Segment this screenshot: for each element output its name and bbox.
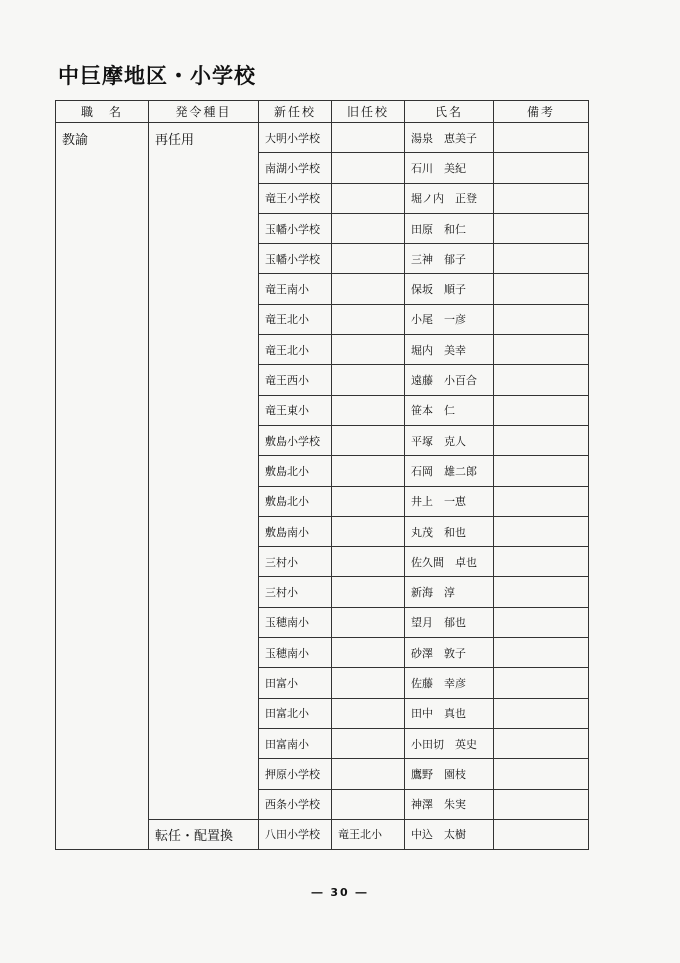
table-body	[56, 123, 589, 850]
name-cell: 堀内 美幸	[405, 335, 494, 365]
new-school-cell: 田富北小	[259, 698, 332, 728]
name-cell: 湯泉 恵美子	[405, 123, 494, 153]
name-cell: 小田切 英史	[405, 728, 494, 758]
old-school-cell	[332, 728, 405, 758]
name-cell: 笹本 仁	[405, 395, 494, 425]
new-school-cell: 押原小学校	[259, 759, 332, 789]
name-cell: 平塚 克人	[405, 425, 494, 455]
new-school-cell: 敷島南小	[259, 516, 332, 546]
note-cell	[494, 668, 589, 698]
note-cell	[494, 335, 589, 365]
new-school-cell: 田富小	[259, 668, 332, 698]
name-cell: 新海 淳	[405, 577, 494, 607]
new-school-cell: 田富南小	[259, 728, 332, 758]
header-name: 氏名	[405, 101, 494, 123]
old-school-cell	[332, 183, 405, 213]
old-school-cell	[332, 759, 405, 789]
personnel-table	[55, 100, 589, 850]
name-cell: 石岡 雄二郎	[405, 456, 494, 486]
name-cell: 中込 太樹	[405, 819, 494, 849]
note-cell	[494, 304, 589, 334]
new-school-cell: 竜王北小	[259, 304, 332, 334]
old-school-cell	[332, 304, 405, 334]
old-school-cell	[332, 607, 405, 637]
page-number: ― 30 ―	[311, 886, 369, 899]
header-row	[56, 101, 589, 123]
note-cell	[494, 395, 589, 425]
header-new-school: 新任校	[259, 101, 332, 123]
header-appointment-type: 発令種目	[149, 101, 259, 123]
old-school-cell	[332, 425, 405, 455]
note-cell	[494, 456, 589, 486]
name-cell: 佐藤 幸彦	[405, 668, 494, 698]
note-cell	[494, 123, 589, 153]
new-school-cell: 西条小学校	[259, 789, 332, 819]
old-school-cell	[332, 365, 405, 395]
old-school-cell	[332, 698, 405, 728]
name-cell: 神澤 朱実	[405, 789, 494, 819]
personnel-table-container	[55, 100, 588, 850]
name-cell: 三神 郁子	[405, 244, 494, 274]
new-school-cell: 竜王南小	[259, 274, 332, 304]
old-school-cell	[332, 638, 405, 668]
name-cell: 砂澤 敦子	[405, 638, 494, 668]
header-note: 備考	[494, 101, 589, 123]
note-cell	[494, 274, 589, 304]
old-school-cell	[332, 395, 405, 425]
new-school-cell: 玉穂南小	[259, 607, 332, 637]
name-cell: 田中 真也	[405, 698, 494, 728]
old-school-cell	[332, 668, 405, 698]
note-cell	[494, 819, 589, 849]
old-school-cell	[332, 789, 405, 819]
new-school-cell: 竜王西小	[259, 365, 332, 395]
new-school-cell: 竜王東小	[259, 395, 332, 425]
note-cell	[494, 516, 589, 546]
name-cell: 望月 郁也	[405, 607, 494, 637]
new-school-cell: 南湖小学校	[259, 153, 332, 183]
new-school-cell: 竜王小学校	[259, 183, 332, 213]
note-cell	[494, 547, 589, 577]
new-school-cell: 三村小	[259, 577, 332, 607]
appointment-type-cell: 転任・配置換	[149, 819, 259, 849]
note-cell	[494, 698, 589, 728]
note-cell	[494, 213, 589, 243]
note-cell	[494, 577, 589, 607]
name-cell: 保坂 順子	[405, 274, 494, 304]
note-cell	[494, 244, 589, 274]
name-cell: 石川 美紀	[405, 153, 494, 183]
name-cell: 鷹野 園枝	[405, 759, 494, 789]
new-school-cell: 三村小	[259, 547, 332, 577]
old-school-cell	[332, 516, 405, 546]
name-cell: 田原 和仁	[405, 213, 494, 243]
old-school-cell	[332, 274, 405, 304]
page-title: 中巨摩地区・小学校	[58, 64, 256, 88]
new-school-cell: 敷島小学校	[259, 425, 332, 455]
old-school-cell	[332, 153, 405, 183]
name-cell: 遠藤 小百合	[405, 365, 494, 395]
note-cell	[494, 607, 589, 637]
old-school-cell	[332, 577, 405, 607]
appointment-type-cell: 再任用	[149, 123, 259, 820]
header-position: 職 名	[56, 101, 149, 123]
old-school-cell	[332, 456, 405, 486]
old-school-cell	[332, 213, 405, 243]
old-school-cell	[332, 123, 405, 153]
note-cell	[494, 153, 589, 183]
new-school-cell: 竜王北小	[259, 335, 332, 365]
note-cell	[494, 425, 589, 455]
note-cell	[494, 638, 589, 668]
new-school-cell: 敷島北小	[259, 486, 332, 516]
note-cell	[494, 365, 589, 395]
new-school-cell: 玉幡小学校	[259, 244, 332, 274]
header-old-school: 旧任校	[332, 101, 405, 123]
new-school-cell: 玉穂南小	[259, 638, 332, 668]
note-cell	[494, 728, 589, 758]
note-cell	[494, 486, 589, 516]
new-school-cell: 八田小学校	[259, 819, 332, 849]
note-cell	[494, 789, 589, 819]
old-school-cell: 竜王北小	[332, 819, 405, 849]
new-school-cell: 玉幡小学校	[259, 213, 332, 243]
new-school-cell: 敷島北小	[259, 456, 332, 486]
old-school-cell	[332, 244, 405, 274]
name-cell: 井上 一恵	[405, 486, 494, 516]
old-school-cell	[332, 486, 405, 516]
old-school-cell	[332, 547, 405, 577]
position-cell: 教諭	[56, 123, 149, 850]
table-row	[56, 123, 589, 153]
old-school-cell	[332, 335, 405, 365]
note-cell	[494, 183, 589, 213]
name-cell: 堀ノ内 正登	[405, 183, 494, 213]
name-cell: 丸茂 和也	[405, 516, 494, 546]
name-cell: 小尾 一彦	[405, 304, 494, 334]
note-cell	[494, 759, 589, 789]
name-cell: 佐久間 卓也	[405, 547, 494, 577]
new-school-cell: 大明小学校	[259, 123, 332, 153]
